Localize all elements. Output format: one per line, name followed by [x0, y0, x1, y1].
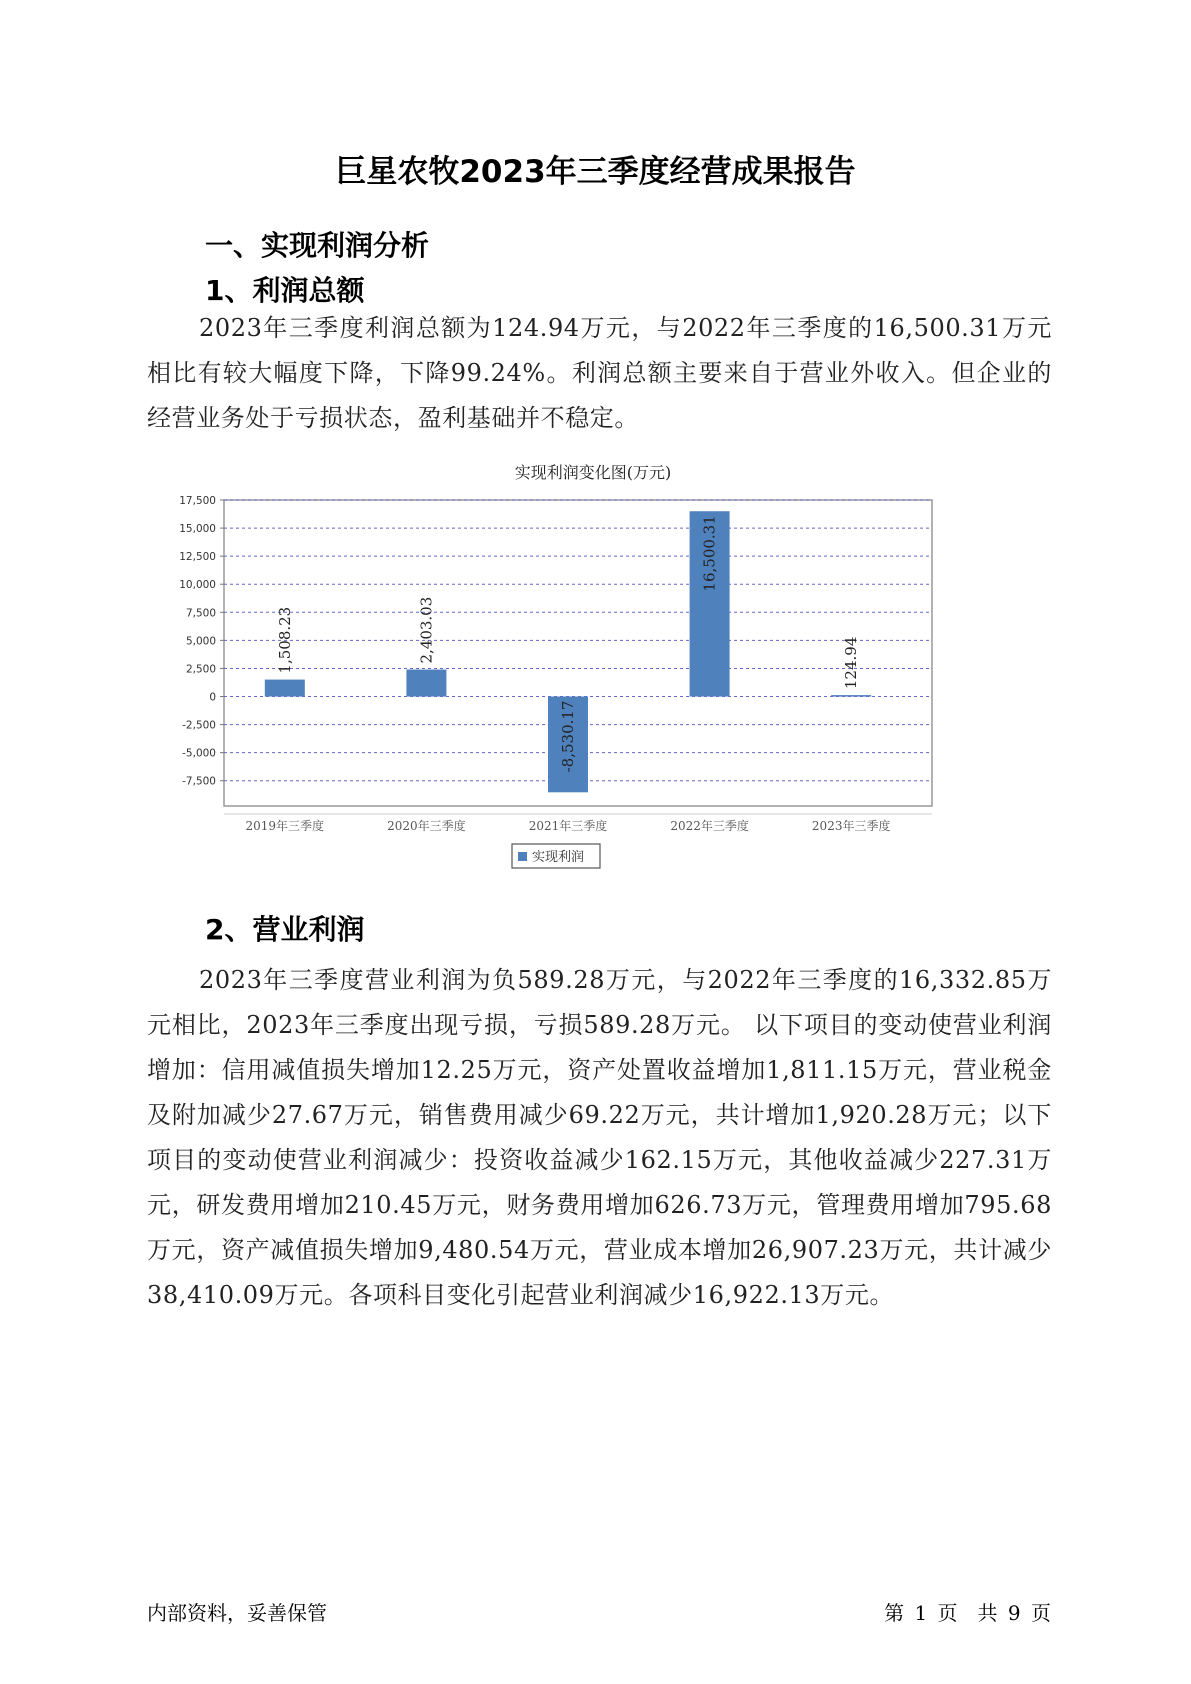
bar-data-label: -8,530.17 — [559, 700, 577, 773]
subheading-operating-profit: 2、营业利润 — [205, 913, 365, 946]
y-tick-label: 15,000 — [179, 523, 216, 536]
section-heading-profit-analysis: 一、实现利润分析 — [205, 229, 430, 262]
bar-data-label: 16,500.31 — [700, 515, 719, 592]
chart-title: 实现利润变化图(万元) — [514, 463, 672, 482]
y-tick-label: 5,000 — [185, 635, 216, 648]
y-tick-label: 12,500 — [179, 551, 216, 564]
x-tick-label: 2021年三季度 — [528, 819, 608, 833]
x-tick-label: 2022年三季度 — [670, 819, 749, 833]
x-tick-label: 2023年三季度 — [811, 819, 891, 833]
legend-swatch — [518, 852, 527, 861]
bar-data-label: 124.94 — [842, 636, 861, 690]
bar-data-label: 1,508.23 — [275, 606, 294, 674]
footer-page-number: 第 1 页 共 9 页 — [884, 1601, 1051, 1625]
y-tick-label: 17,500 — [179, 495, 216, 507]
bar — [406, 670, 446, 697]
bar-data-label: 2,403.03 — [417, 596, 436, 664]
y-tick-label: -7,500 — [182, 775, 216, 788]
subheading-total-profit: 1、利润总额 — [205, 274, 365, 307]
y-tick-label: -2,500 — [182, 719, 216, 732]
paragraph-operating-profit: 2023年三季度营业利润为负589.28万元，与2022年三季度的16,332.85万元相比，2023年三季度出现亏损，亏损589.28万元。 以下项目的变动使营业利润增加：信用减值损失增加12.25万元，资产处置收益增加1,811.15万元，营业税金及附加减少27.67万元，销售费用减少69.22万元，共计增加1,920.28万元；以下项目的变动使营业利润减少：投资收益减少162.15万元，其他收益减少227.31万元，研发费用增加210.45万元，财务费用增加626.73万元，管理费用增加795.68万元，资产减值损失增加9,480.54万元，营业成本增加26,907.23万元，共计减少38,410.09万元。各项科目变化引起营业利润减少16,922.13万元。 — [147, 966, 1052, 1309]
footer-confidential-note: 内部资料，妥善保管 — [147, 1601, 327, 1625]
legend-label: 实现利润 — [532, 850, 585, 865]
y-tick-label: 10,000 — [179, 579, 216, 592]
document-title: 巨星农牧2023年三季度经营成果报告 — [335, 154, 856, 190]
y-tick-label: 2,500 — [185, 663, 216, 676]
bar — [831, 695, 871, 697]
x-tick-label: 2019年三季度 — [245, 819, 325, 833]
x-tick-label: 2020年三季度 — [387, 819, 466, 833]
y-tick-label: -5,000 — [182, 747, 216, 760]
profit-chart — [150, 463, 1040, 950]
paragraph-total-profit: 2023年三季度利润总额为124.94万元，与2022年三季度的16,500.31万元相比有较大幅度下降，下降99.24%。利润总额主要来自于营业外收入。但企业的经营业务处于亏损状态，盈利基础并不稳定。 — [147, 314, 1052, 432]
profit-bar-chart — [150, 463, 1040, 950]
bar — [265, 680, 305, 697]
y-tick-label: 7,500 — [185, 607, 216, 620]
y-tick-label: 0 — [209, 691, 216, 704]
